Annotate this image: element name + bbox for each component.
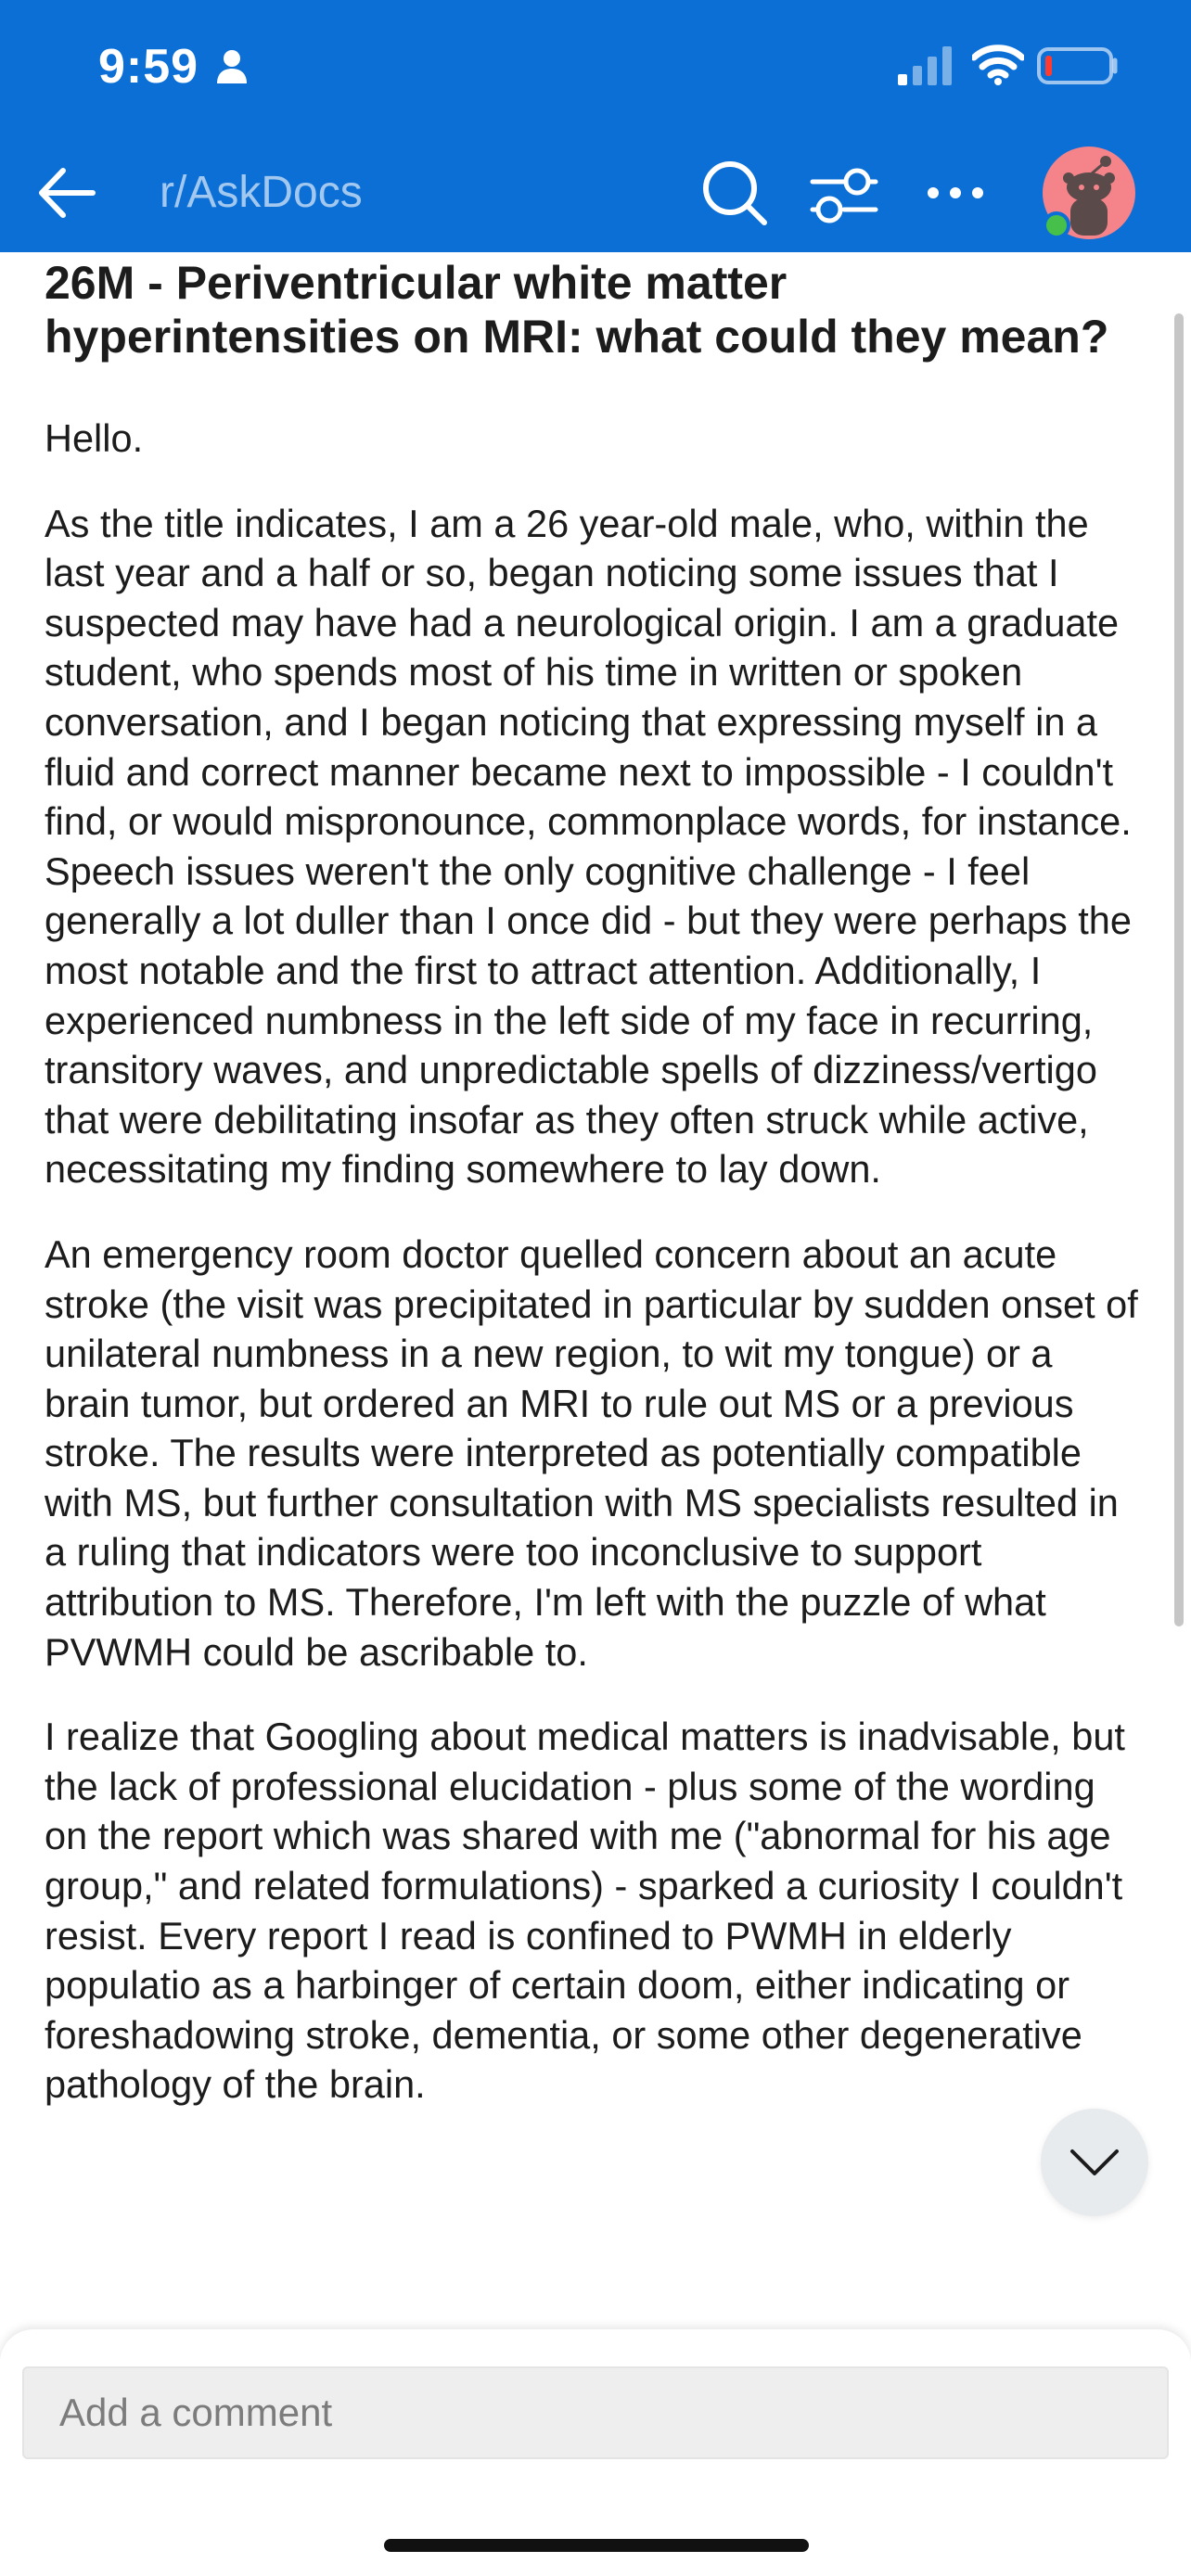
filter-icon[interactable] [809,159,879,230]
comment-bar [0,2329,1191,2576]
status-time: 9:59 [98,40,199,94]
post-body [45,414,1139,2110]
post-title: 26M - Periventricular white matter hyperintensities on MRI: what could they mean? [45,257,1109,363]
post-content [45,252,1139,2110]
battery-icon [1037,46,1121,85]
app-header [0,0,1191,252]
scroll-down-button[interactable] [1041,2109,1148,2216]
signal-icon [898,46,954,85]
comment-input[interactable] [22,2366,1169,2459]
search-icon[interactable] [699,158,770,228]
more-icon[interactable] [924,165,987,221]
home-indicator [384,2539,809,2552]
post-paragraph: Hello. [45,416,144,460]
online-status-dot [1043,211,1070,239]
back-arrow-icon[interactable] [35,161,98,224]
scrollbar[interactable] [1174,313,1184,1626]
post-paragraph: I realize that Googling about medical matters is inadvisable, but the lack of professional elucidation - plus some of the wording on the report which was shared with me ("abnormal for his age group," and related formulations) - sparked a curiosity I couldn't resist. Every report I read is confined to PWMH in elderly populatio as a harbinger of certain doom, either indicating or foreshadowing stroke, dementia, or some other degenerative pathology of the brain. [45,1715,1125,2107]
wifi-icon [972,45,1024,85]
post-paragraph: An emergency room doctor quelled concern about an acute stroke (the visit was precipitated in particular by sudden onset of unilateral numbness in a new region, to wit my tongue) or a brain tumor, but ordered an MRI to rule out MS or a previous stroke. The results were interpreted as potentially compatible with MS, but further consultation with MS specialists resulted in a ruling that indicators were too inconclusive to support attribution to MS. Therefore, I'm left with the puzzle of what PVWMH could be ascribable to. [45,1231,1138,1674]
post-paragraph: As the title indicates, I am a 26 year-old male, who, within the last year and a half or so, began noticing some issues that I suspected may have had a neurological origin. I am a graduate student, who spends most of his time in written or spoken conversation, and I began noticing that expressing myself in a fluid and correct manner became next to impossible - I couldn't find, or would mispronounce, commonplace words, for instance. Speech issues weren't the only cognitive challenge - I feel generally a lot duller than I once did - but they were perhaps the most notable and the first to attract attention. Additionally, I experienced numbness in the left side of my face in recurring, transitory waves, and unpredictable spells of dizziness/vertigo that were debilitating insofar as they often struck while active, necessitating my finding somewhere to lay down. [45,501,1132,1192]
subreddit-name[interactable]: r/AskDocs [160,168,363,217]
person-icon [215,48,249,85]
chevron-down-icon [1067,2138,1122,2187]
